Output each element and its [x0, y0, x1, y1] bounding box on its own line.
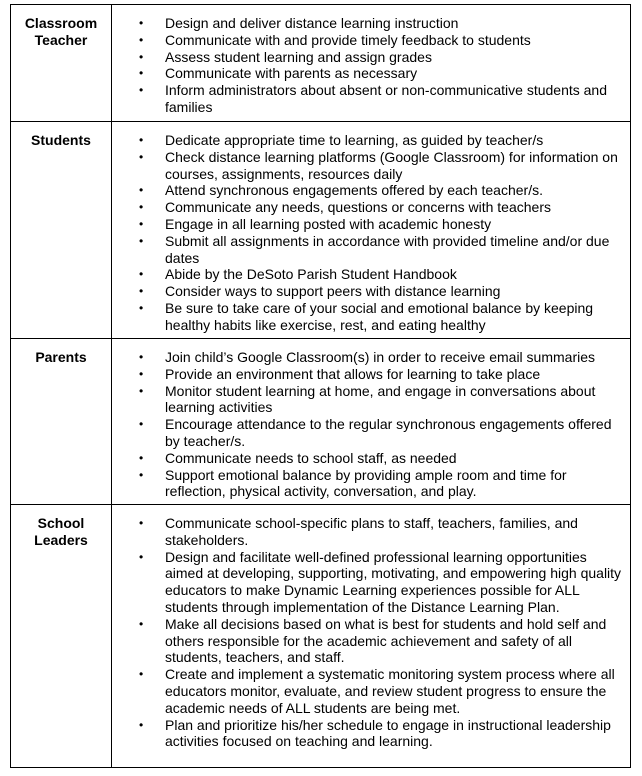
list-item-text: Join child’s Google Classroom(s) in order to receive email summaries	[165, 349, 596, 365]
bullet-icon: •	[139, 616, 144, 631]
list-item-text: Inform administrators about absent or non-communicative students and families	[165, 82, 608, 115]
list-item	[112, 666, 630, 716]
list-item-text: Communicate school-specific plans to staff, teachers, families, and stakeholders.	[165, 515, 578, 548]
list-item	[112, 450, 630, 467]
list-item	[112, 717, 630, 751]
list-item-text: Dedicate appropriate time to learning, as guided by teacher/s	[165, 132, 544, 148]
role-name-cell	[11, 5, 112, 122]
bullet-icon: •	[139, 183, 144, 198]
role-row-students	[11, 122, 631, 339]
list-item-text: Provide an environment that allows for learning to take place	[165, 365, 541, 382]
list-item	[112, 515, 630, 549]
roles-table	[10, 4, 631, 768]
list-item-text: Assess student learning and assign grades	[165, 48, 432, 65]
list-item-text: Communicate needs to school staff, as needed	[165, 449, 457, 466]
list-item	[112, 233, 630, 267]
bullet-icon: •	[139, 417, 144, 432]
list-item-text: Abide by the DeSoto Parish Student Handbook	[165, 266, 457, 283]
list-item	[112, 349, 630, 366]
list-item	[112, 32, 630, 49]
role-name-cell	[11, 505, 112, 768]
list-item-text: Plan and prioritize his/her schedule to engage in instructional leadership activities focused on teaching and learning.	[165, 716, 611, 750]
list-item-text: Communicate any needs, questions or concerns with teachers	[165, 199, 551, 216]
bullet-icon: •	[139, 549, 144, 564]
list-item	[112, 616, 630, 666]
list-item	[112, 82, 630, 116]
role-row-classroom-teacher	[11, 5, 631, 122]
bullet-icon: •	[139, 383, 144, 398]
list-item-text: Communicate with parents as necessary	[165, 65, 418, 82]
list-item-text: Submit all assignments in accordance with provided timeline and/or due dates	[165, 232, 610, 266]
list-item	[112, 549, 630, 616]
bullet-icon: •	[139, 233, 144, 248]
role-row-school-leaders	[11, 505, 631, 768]
list-item	[112, 266, 630, 283]
list-item-text: Consider ways to support peers with distance learning	[165, 283, 501, 300]
list-item	[112, 467, 630, 501]
role-name-line: School	[37, 515, 85, 531]
bullet-icon: •	[139, 300, 144, 315]
list-item	[112, 149, 630, 183]
bullet-icon: •	[139, 200, 144, 215]
role-name-line: Students	[31, 132, 91, 148]
bullet-icon: •	[139, 49, 144, 64]
duties-list	[112, 349, 630, 500]
bullet-icon: •	[139, 16, 144, 30]
list-item	[112, 366, 630, 383]
list-item	[112, 15, 630, 32]
list-item	[112, 300, 630, 334]
role-name-cell	[11, 122, 112, 339]
list-item-text: Attend synchronous engagements offered by each teacher/s.	[165, 182, 543, 199]
list-item-text: Make all decisions based on what is best for students and hold self and others responsible for the academic achievement and safety of all students, teachers, and staff.	[165, 615, 607, 666]
list-item-text: Communicate with and provide timely feedback to students	[165, 31, 531, 48]
bullet-icon: •	[139, 366, 144, 381]
list-item	[112, 283, 630, 300]
list-item	[112, 49, 630, 66]
duties-list	[112, 515, 630, 750]
list-item-text: Be sure to take care of your social and emotional balance by keeping healthy habits like exercise, rest, and eating healthy	[165, 299, 594, 333]
bullet-icon: •	[139, 284, 144, 299]
role-name-line: Classroom	[24, 15, 98, 31]
duties-cell	[112, 5, 631, 122]
bullet-icon: •	[139, 350, 144, 364]
duties-list	[112, 15, 630, 116]
list-item-text: Monitor student learning at home, and engage in conversations about learning activities	[165, 382, 596, 416]
list-item-text: Check distance learning platforms (Google Classroom) for information on courses, assignments, resources daily	[165, 148, 618, 182]
list-item-text: Design and facilitate well-defined professional learning opportunities aimed at developing, supporting, motivating, and empowering high quality educators to make Dynamic Learning experiences possible for ALL students through implementation of the Distance Learning Plan.	[165, 548, 622, 615]
bullet-icon: •	[139, 66, 144, 81]
list-item	[112, 383, 630, 417]
list-item	[112, 199, 630, 216]
bullet-icon: •	[139, 267, 144, 282]
role-name-line: Leaders	[34, 532, 88, 548]
bullet-icon: •	[139, 149, 144, 164]
duties-cell	[112, 122, 631, 339]
list-item-text: Support emotional balance by providing ample room and time for reflection, physical activity, conversation, and play.	[165, 466, 567, 500]
bullet-icon: •	[139, 516, 144, 530]
bullet-icon: •	[139, 467, 144, 482]
role-name-line: Teacher	[34, 32, 88, 48]
bullet-icon: •	[139, 667, 144, 682]
list-item-text: Encourage attendance to the regular synchronous engagements offered by teacher/s.	[165, 416, 612, 449]
list-item	[112, 182, 630, 199]
duties-cell	[112, 505, 631, 768]
role-name-cell	[11, 339, 112, 505]
bullet-icon: •	[139, 450, 144, 465]
list-item	[112, 65, 630, 82]
duties-list	[112, 132, 630, 334]
list-item	[112, 216, 630, 233]
bullet-icon: •	[139, 83, 144, 98]
bullet-icon: •	[139, 216, 144, 231]
bullet-icon: •	[139, 32, 144, 47]
role-row-parents	[11, 339, 631, 505]
bullet-icon: •	[139, 133, 144, 147]
role-name-line: Parents	[35, 349, 87, 365]
list-item	[112, 132, 630, 149]
bullet-icon: •	[139, 717, 144, 732]
list-item-text: Create and implement a systematic monitoring system process where all educators monitor, evaluate, and review student progress to ensure the academic needs of ALL students are being met.	[165, 666, 615, 716]
list-item-text: Engage in all learning posted with academic honesty	[165, 215, 492, 232]
list-item-text: Design and deliver distance learning instruction	[165, 15, 459, 31]
list-item	[112, 416, 630, 450]
duties-cell	[112, 339, 631, 505]
